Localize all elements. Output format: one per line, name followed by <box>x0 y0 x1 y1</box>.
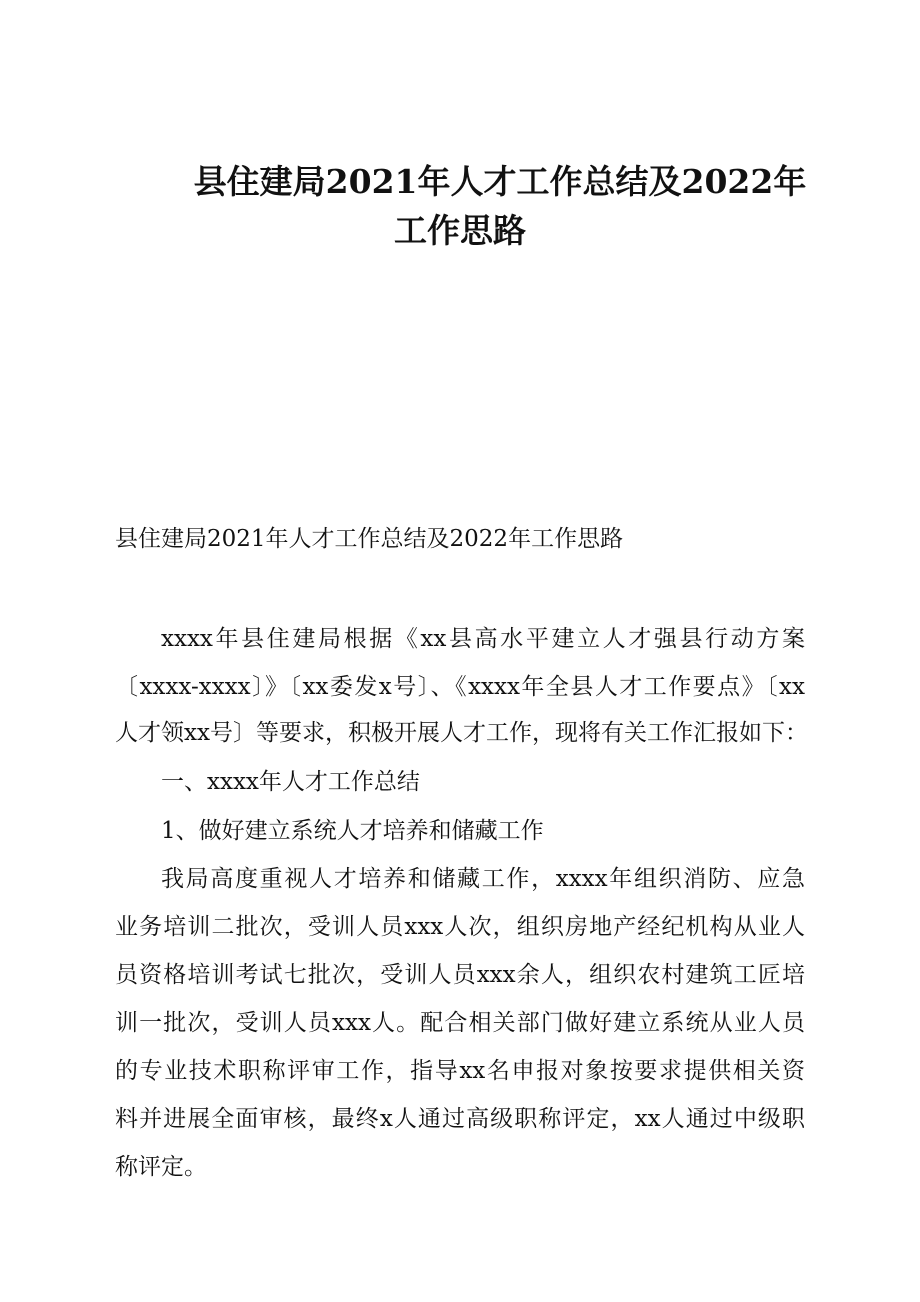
section-heading-1: 一、xxxx年人才工作总结 <box>161 769 420 795</box>
intro-line-1: xxxx年县住建局根据《xx县高水平建立人才强县行动方案 <box>161 626 805 652</box>
body-line-1: 我局高度重视人才培养和储藏工作，xxxx年组织消防、应急 <box>161 866 805 892</box>
body-line-4: 训一批次，受训人员xxx人。配合相关部门做好建立系统从业人员 <box>115 1010 805 1036</box>
document-title-line-1: 县住建局2021年人才工作总结及2022年 <box>193 162 807 201</box>
intro-line-2: 〔xxxx-xxxx〕》〔xx委发x号〕、《xxxx年全县人才工作要点》〔xx <box>115 674 805 700</box>
body-line-2: 业务培训二批次，受训人员xxx人次，组织房地产经纪机构从业人 <box>115 914 805 940</box>
body-line-5: 的专业技术职称评审工作，指导xx名申报对象按要求提供相关资 <box>115 1058 805 1084</box>
document-title-line-2: 工作思路 <box>394 211 526 250</box>
intro-line-3: 人才领xx号〕等要求，积极开展人才工作，现将有关工作汇报如下： <box>115 720 808 746</box>
body-line-3: 员资格培训考试七批次，受训人员xxx余人，组织农村建筑工匠培 <box>115 962 805 988</box>
body-line-6: 料并进展全面审核，最终x人通过高级职称评定，xx人通过中级职 <box>115 1106 805 1132</box>
body-line-7: 称评定。 <box>115 1154 207 1180</box>
subsection-heading-1: 1、做好建立系统人才培养和储藏工作 <box>161 818 544 844</box>
document-subtitle: 县住建局2021年人才工作总结及2022年工作思路 <box>115 526 624 552</box>
